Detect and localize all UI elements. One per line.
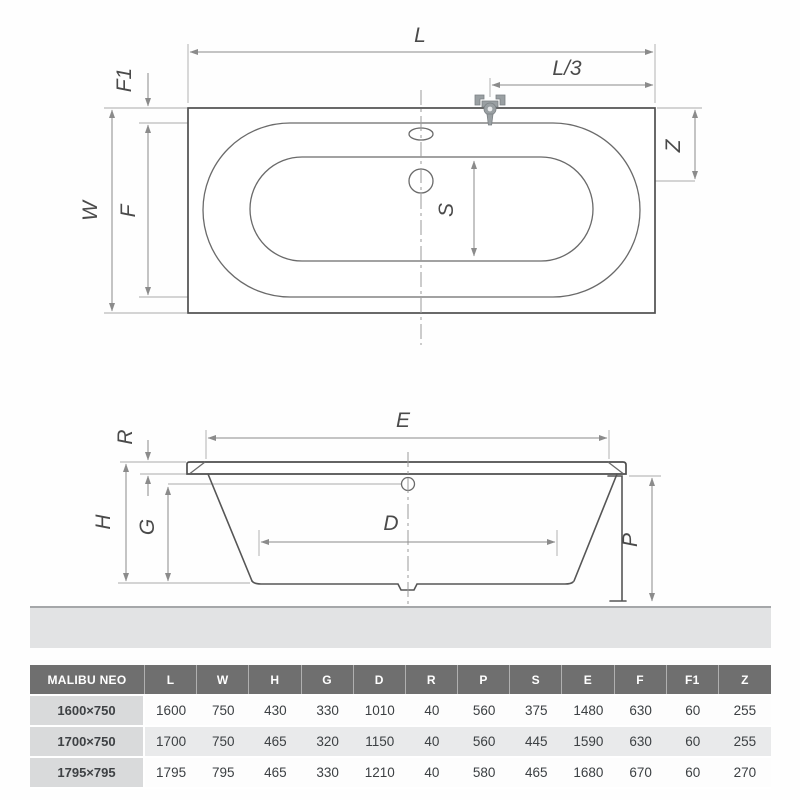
size-label: 1795×795: [30, 758, 145, 787]
dim-label-Z: Z: [662, 139, 685, 153]
dim-label-F1: F1: [113, 67, 136, 93]
dim-label-D: D: [383, 512, 399, 535]
value-cell: 445: [524, 734, 548, 749]
dim-F: [117, 125, 148, 295]
col-header-Z: Z: [741, 672, 749, 687]
col-header-S: S: [510, 665, 562, 694]
rim-profile: [187, 462, 626, 474]
size-label: 1600×750: [30, 696, 145, 725]
dim-label-R: R: [114, 429, 137, 445]
value-cell: 1700: [156, 734, 187, 749]
dim-label-G: G: [136, 518, 159, 536]
value-cell: 60: [685, 734, 701, 749]
dim-label-L3: L/3: [552, 57, 582, 80]
floor-band: [30, 607, 771, 648]
value-cell: 1590: [573, 734, 604, 749]
value-cell: 1480: [573, 703, 604, 718]
value-cell: 1210: [364, 765, 395, 780]
dim-label-W: W: [79, 201, 102, 221]
col-header-H: H: [249, 665, 301, 694]
side-view: [30, 409, 771, 648]
col-header-G: G: [302, 665, 354, 694]
value-cell: 430: [264, 703, 287, 718]
value-cell: 40: [424, 703, 440, 718]
dim-W: [79, 110, 112, 311]
dim-P: [619, 478, 652, 601]
dim-label-F: F: [117, 204, 140, 218]
dim-G: [136, 487, 168, 581]
table-row: [30, 727, 771, 758]
dim-label-E: E: [395, 409, 411, 432]
value-cell: 40: [424, 734, 440, 749]
value-cell: 60: [685, 703, 701, 718]
col-header-W: W: [197, 665, 249, 694]
spec-table: [30, 665, 771, 789]
value-cell: 1010: [364, 703, 395, 718]
value-cell: 465: [524, 765, 548, 780]
col-header-D: D: [354, 665, 406, 694]
table-header-row: [30, 665, 771, 696]
col-header-F1: F1: [667, 665, 719, 694]
value-cell: 40: [424, 765, 440, 780]
value-cell: 320: [316, 734, 339, 749]
value-cell: 1600: [156, 703, 187, 718]
value-cell: 255: [733, 703, 757, 718]
col-header-E: E: [562, 665, 614, 694]
value-cell: 630: [629, 703, 652, 718]
value-cell: 560: [472, 703, 496, 718]
value-cell: 60: [685, 765, 701, 780]
table-title: MALIBU NEO: [30, 665, 145, 694]
dim-L3: [492, 57, 653, 85]
dim-L: [190, 24, 653, 52]
value-cell: 1680: [573, 765, 604, 780]
top-view: [79, 24, 702, 345]
col-header-R: R: [406, 665, 458, 694]
value-cell: 670: [629, 765, 652, 780]
value-cell: 270: [733, 765, 757, 780]
value-cell: 375: [524, 703, 548, 718]
skirt-right: [574, 474, 617, 581]
col-header-F: F: [615, 665, 667, 694]
value-cell: 1150: [365, 734, 395, 749]
value-cell: 330: [316, 765, 339, 780]
value-cell: 255: [733, 734, 757, 749]
value-cell: 1795: [156, 765, 187, 780]
dim-E: [208, 409, 607, 438]
dim-label-S: S: [435, 202, 458, 218]
dim-label-P: P: [619, 532, 642, 548]
value-cell: 750: [211, 734, 235, 749]
size-label: 1700×750: [30, 727, 145, 756]
value-cell: 795: [211, 765, 235, 780]
dim-label-H: H: [92, 514, 115, 530]
value-cell: 560: [472, 734, 496, 749]
value-cell: 330: [316, 703, 339, 718]
dim-R: [114, 429, 148, 496]
dim-H: [92, 464, 126, 581]
value-cell: 465: [264, 765, 287, 780]
dim-F1: [113, 68, 148, 106]
value-cell: 580: [472, 765, 496, 780]
value-cell: 630: [629, 734, 652, 749]
skirt-left: [208, 474, 252, 581]
value-cell: 750: [211, 703, 235, 718]
value-cell: 465: [264, 734, 287, 749]
table-row: [30, 696, 771, 727]
col-header-P: P: [458, 665, 510, 694]
dim-label-L: L: [414, 24, 426, 47]
table-row: [30, 758, 771, 789]
col-header-L: L: [145, 665, 197, 694]
tub-bottom: [252, 581, 573, 590]
dim-Z: [662, 110, 695, 179]
